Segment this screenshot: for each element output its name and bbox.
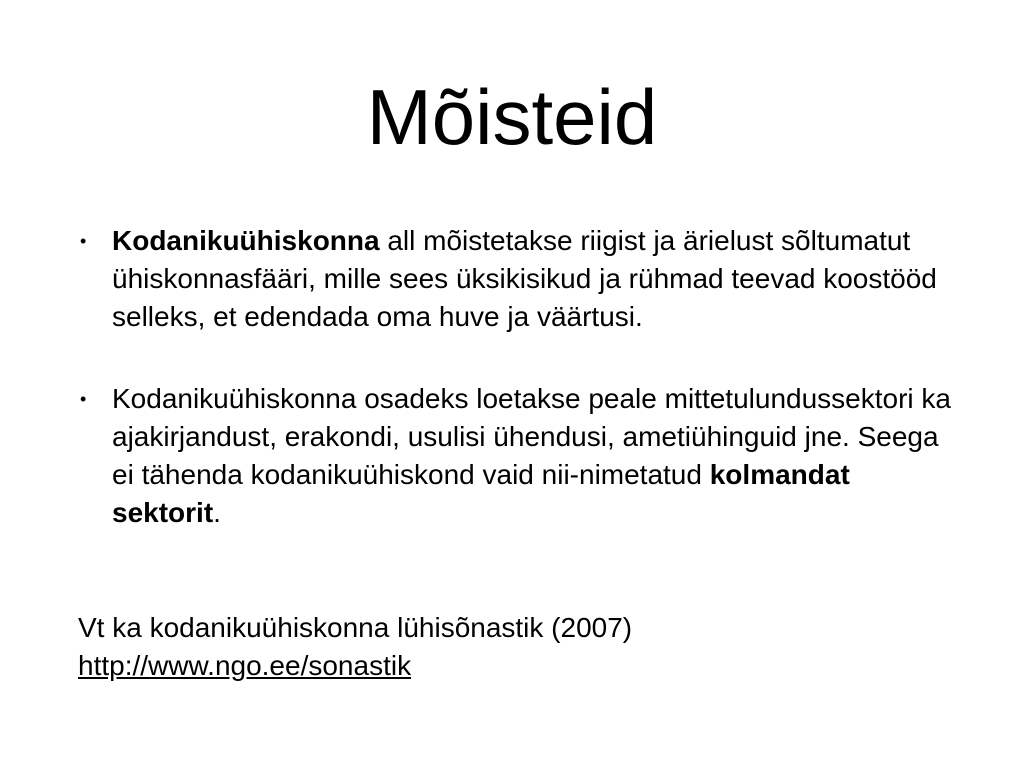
bullet-trailing-punctuation: . bbox=[213, 497, 221, 528]
bullet-text: Kodanikuühiskonna osadeks loetakse peale mittetulundussektori ka ajakirjandust, erakondi, usulisi ühendusi, ametiühinguid jne. Seega ei tähenda kodanikuühiskond vaid nii-nimetatud bbox=[112, 383, 951, 490]
bullet-item-civil-society-components bbox=[78, 380, 958, 532]
footer-text: Vt ka kodanikuühiskonna lühisõnastik (2007) bbox=[78, 612, 633, 643]
bullet-dot-icon: • bbox=[80, 231, 87, 251]
bullet-bold-term: kolmandat sektorit bbox=[112, 459, 850, 528]
slide-title: Mõisteid bbox=[366, 73, 658, 161]
bullet-list bbox=[78, 222, 958, 532]
bullet-item-civil-society-definition bbox=[78, 222, 958, 336]
footer-reference bbox=[78, 609, 958, 685]
bullet-dot-icon: • bbox=[80, 389, 87, 409]
bullet-bold-term: Kodanikuühiskonna bbox=[112, 225, 380, 256]
glossary-link[interactable]: http://www.ngo.ee/sonastik bbox=[78, 650, 412, 681]
bullet-text: all mõistetakse riigist ja ärielust sõltumatut ühiskonnasfääri, mille sees üksikisikud ja rühmad teevad koostööd selleks, et edendada oma huve ja väärtusi. bbox=[112, 225, 937, 332]
